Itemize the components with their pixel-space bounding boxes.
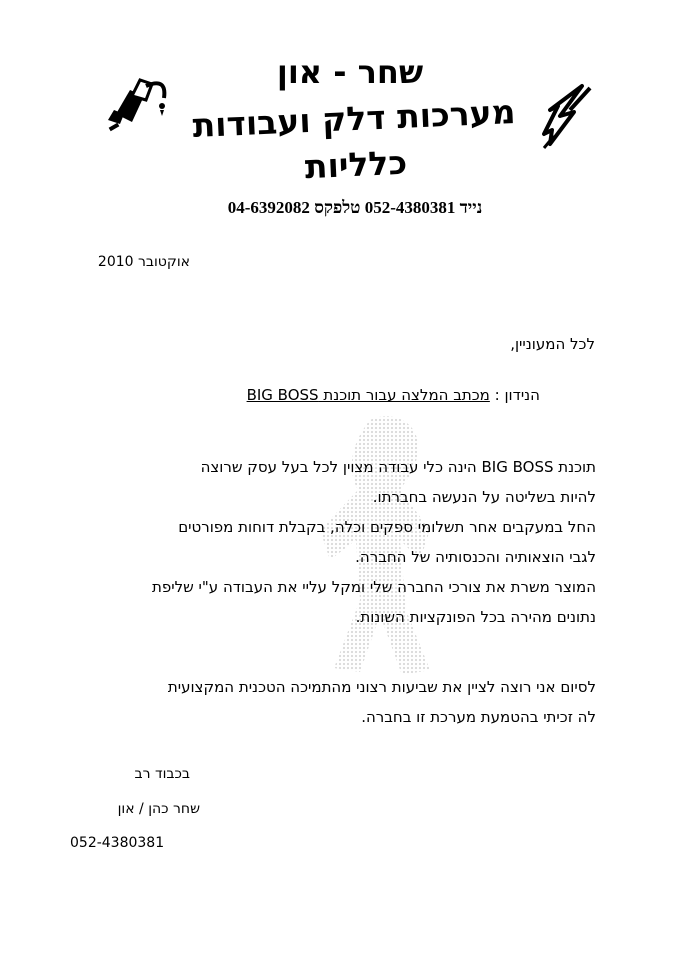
body-line: המוצר משרת את צורכי החברה שלי ומקל עליי את העבודה ע"י שליפת <box>152 578 596 596</box>
body-line: לגבי הוצאותיה והכנסותיה של החברה. <box>355 548 596 566</box>
body-line: נתונים מהירה בכל הפונקציות השונות. <box>355 608 596 626</box>
body-line: להיות בשליטה על הנעשה בחברתו. <box>372 488 596 506</box>
greeting: לכל המעוניין, <box>510 335 595 353</box>
body-line: החל במעקבים אחר תשלומי ספקים וכלה, בקבלת דוחות מפורטים <box>178 518 596 536</box>
body-paragraph-2 <box>40 672 596 732</box>
closing-regards: בכבוד רב <box>134 766 190 782</box>
body-line: לה זכיתי בהטמעת מערכת זו בחברה. <box>361 708 596 726</box>
body-line: תוכנת BIG BOSS הינה כלי עבודה מצוין לכל בעל עסק שרוצה <box>200 458 596 476</box>
company-services: מערכות דלק ועבודות כלליות <box>191 91 517 187</box>
subject-text: מכתב המלצה עבור תוכנת BIG BOSS <box>246 386 490 404</box>
letter-date: אוקטובר 2010 <box>97 254 190 270</box>
signer-name: שחר כהן / און <box>117 801 200 817</box>
body-line: לסיום אני רוצה לציין את שביעות רצוני מהתמיכה הטכנית המקצועית <box>167 678 596 696</box>
contact-line: נייד 052-4380381 טלפקס 04-6392082 <box>227 198 483 217</box>
subject-label: הנידון : <box>494 386 540 404</box>
body-paragraph-1 <box>40 452 596 632</box>
signer-phone: 052-4380381 <box>70 835 165 851</box>
subject-line <box>140 383 540 407</box>
company-name: שחר - און <box>276 53 424 91</box>
